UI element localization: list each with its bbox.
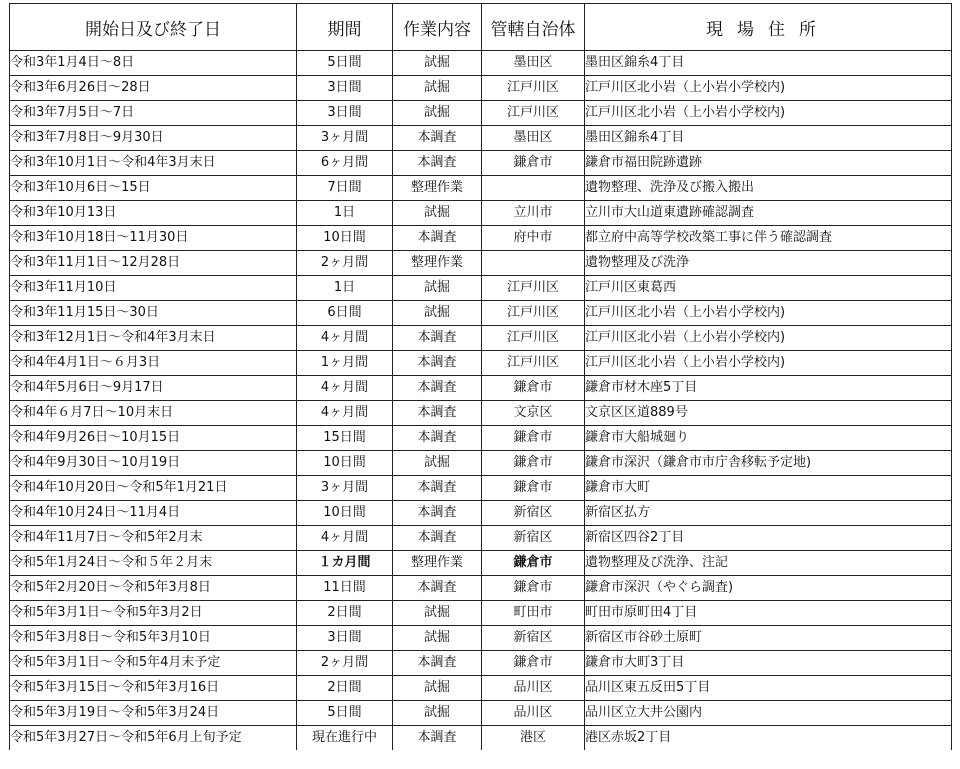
cell-date: 令和5年3月19日～令和5年3月24日 [10,701,297,726]
cell-period: 6日間 [297,301,393,326]
cell-period: 2ヶ月間 [297,651,393,676]
cell-municipality [482,251,585,276]
cell-site: 港区赤坂2丁目 [585,726,952,751]
cell-site: 都立府中高等学校改築工事に伴う確認調査 [585,226,952,251]
cell-site: 品川区立大井公園内 [585,701,952,726]
cell-period: 10日間 [297,501,393,526]
cell-site: 町田市原町田4丁目 [585,601,952,626]
cell-period: 1ヶ月間 [297,351,393,376]
header-municipality: 管轄自治体 [482,4,585,51]
table-row [10,426,952,451]
cell-date: 令和4年4月1日～６月3日 [10,351,297,376]
cell-date: 令和3年11月1日～12月28日 [10,251,297,276]
cell-work: 試掘 [393,601,482,626]
cell-site: 江戸川区北小岩（上小岩小学校内) [585,326,952,351]
cell-period: 10日間 [297,226,393,251]
cell-date: 令和4年9月26日～10月15日 [10,426,297,451]
cell-municipality: 鎌倉市 [482,376,585,401]
cell-period: 2日間 [297,601,393,626]
cell-date: 令和4年６月7日～10月末日 [10,401,297,426]
cell-municipality: 鎌倉市 [482,576,585,601]
cell-date: 令和3年11月10日 [10,276,297,301]
table-row [10,251,952,276]
cell-date: 令和4年10月20日～令和5年1月21日 [10,476,297,501]
table-row [10,676,952,701]
cell-period: 4ヶ月間 [297,376,393,401]
cell-site: 江戸川区北小岩（上小岩小学校内) [585,76,952,101]
cell-site: 新宿区四谷2丁目 [585,526,952,551]
cell-work: 試掘 [393,76,482,101]
table-row [10,351,952,376]
cell-work: 本調査 [393,501,482,526]
table-row [10,476,952,501]
cell-site: 遺物整理及び洗浄、注記 [585,551,952,576]
cell-site: 新宿区市谷砂土原町 [585,626,952,651]
cell-work: 試掘 [393,676,482,701]
cell-municipality: 江戸川区 [482,101,585,126]
table-row [10,376,952,401]
cell-date: 令和3年11月15日～30日 [10,301,297,326]
table-row [10,276,952,301]
cell-period: 15日間 [297,426,393,451]
cell-municipality: 鎌倉市 [482,551,585,576]
cell-municipality: 品川区 [482,701,585,726]
cell-date: 令和5年3月1日～令和5年4月末予定 [10,651,297,676]
cell-period: 2ヶ月間 [297,251,393,276]
table-row [10,126,952,151]
cell-work: 本調査 [393,351,482,376]
cell-work: 本調査 [393,726,482,751]
table-row [10,451,952,476]
cell-site: 鎌倉市深沢（やぐら調査) [585,576,952,601]
cell-municipality: 江戸川区 [482,76,585,101]
cell-site: 墨田区錦糸4丁目 [585,51,952,76]
table-body [10,51,952,751]
cell-period: 5日間 [297,701,393,726]
cell-site: 立川市大山道東遺跡確認調査 [585,201,952,226]
table-row [10,226,952,251]
cell-date: 令和3年1月4日～8日 [10,51,297,76]
cell-municipality: 墨田区 [482,126,585,151]
cell-period: 3日間 [297,76,393,101]
cell-site: 新宿区払方 [585,501,952,526]
cell-work: 試掘 [393,101,482,126]
cell-site: 江戸川区北小岩（上小岩小学校内) [585,101,952,126]
table-row [10,526,952,551]
cell-date: 令和3年12月1日～令和4年3月末日 [10,326,297,351]
header-period: 期間 [297,4,393,51]
cell-date: 令和3年6月26日～28日 [10,76,297,101]
cell-work: 試掘 [393,626,482,651]
cell-work: 本調査 [393,226,482,251]
cell-work: 試掘 [393,51,482,76]
cell-site: 鎌倉市大船城廻り [585,426,952,451]
cell-municipality: 鎌倉市 [482,476,585,501]
header-date: 開始日及び終了日 [10,4,297,51]
cell-work: 試掘 [393,201,482,226]
cell-municipality: 新宿区 [482,526,585,551]
cell-date: 令和3年10月13日 [10,201,297,226]
cell-site: 遺物整理、洗浄及び搬入搬出 [585,176,952,201]
cell-municipality: 鎌倉市 [482,151,585,176]
cell-period: １カ月間 [297,551,393,576]
cell-work: 試掘 [393,301,482,326]
table-row [10,401,952,426]
cell-work: 整理作業 [393,176,482,201]
cell-work: 本調査 [393,376,482,401]
cell-date: 令和4年11月7日～令和5年2月末 [10,526,297,551]
cell-date: 令和5年2月20日～令和5年3月8日 [10,576,297,601]
cell-municipality: 江戸川区 [482,351,585,376]
cell-date: 令和5年3月8日～令和5年3月10日 [10,626,297,651]
cell-date: 令和3年10月1日～令和4年3月末日 [10,151,297,176]
cell-site: 墨田区錦糸4丁目 [585,126,952,151]
table-header [10,4,952,51]
header-work: 作業内容 [393,4,482,51]
cell-site: 鎌倉市福田院跡遺跡 [585,151,952,176]
cell-municipality: 町田市 [482,601,585,626]
cell-date: 令和5年3月1日～令和5年3月2日 [10,601,297,626]
header-row [10,4,952,51]
cell-work: 試掘 [393,701,482,726]
cell-municipality: 江戸川区 [482,276,585,301]
table-row [10,201,952,226]
cell-period: 1日 [297,201,393,226]
cell-municipality: 新宿区 [482,501,585,526]
cell-work: 本調査 [393,401,482,426]
cell-site: 品川区東五反田5丁目 [585,676,952,701]
cell-site: 鎌倉市大町 [585,476,952,501]
cell-period: 6ヶ月間 [297,151,393,176]
cell-site: 江戸川区東葛西 [585,276,952,301]
cell-date: 令和3年7月5日～7日 [10,101,297,126]
table-row [10,576,952,601]
cell-date: 令和5年1月24日～令和５年２月末 [10,551,297,576]
cell-work: 試掘 [393,451,482,476]
excavation-schedule-table [9,3,952,750]
cell-site: 遺物整理及び洗浄 [585,251,952,276]
cell-date: 令和3年10月6日～15日 [10,176,297,201]
cell-period: 11日間 [297,576,393,601]
cell-date: 令和5年3月27日～令和5年6月上旬予定 [10,726,297,751]
cell-work: 試掘 [393,276,482,301]
table-row [10,626,952,651]
cell-municipality: 立川市 [482,201,585,226]
table-row [10,726,952,751]
cell-work: 本調査 [393,526,482,551]
cell-municipality: 鎌倉市 [482,451,585,476]
cell-period: 4ヶ月間 [297,526,393,551]
cell-municipality: 江戸川区 [482,326,585,351]
table-row [10,651,952,676]
cell-municipality: 港区 [482,726,585,751]
cell-date: 令和4年10月24日～11月4日 [10,501,297,526]
table-row [10,551,952,576]
cell-period: 3ヶ月間 [297,126,393,151]
cell-municipality: 府中市 [482,226,585,251]
table-row [10,701,952,726]
cell-municipality: 品川区 [482,676,585,701]
cell-date: 令和4年9月30日～10月19日 [10,451,297,476]
cell-municipality: 文京区 [482,401,585,426]
cell-period: 2日間 [297,676,393,701]
cell-period: 7日間 [297,176,393,201]
table-row [10,501,952,526]
cell-period: 3ヶ月間 [297,476,393,501]
cell-site: 文京区区道889号 [585,401,952,426]
cell-work: 整理作業 [393,251,482,276]
table-row [10,51,952,76]
cell-date: 令和3年10月18日～11月30日 [10,226,297,251]
cell-date: 令和4年5月6日～9月17日 [10,376,297,401]
cell-work: 本調査 [393,651,482,676]
cell-period: 1日 [297,276,393,301]
cell-municipality [482,176,585,201]
cell-period: 4ヶ月間 [297,326,393,351]
cell-municipality: 鎌倉市 [482,426,585,451]
cell-site: 鎌倉市材木座5丁目 [585,376,952,401]
cell-work: 本調査 [393,126,482,151]
table-row [10,301,952,326]
cell-date: 令和5年3月15日～令和5年3月16日 [10,676,297,701]
cell-municipality: 鎌倉市 [482,651,585,676]
cell-period: 3日間 [297,101,393,126]
cell-period: 4ヶ月間 [297,401,393,426]
cell-site: 鎌倉市大町3丁目 [585,651,952,676]
cell-site: 江戸川区北小岩（上小岩小学校内) [585,301,952,326]
cell-site: 鎌倉市深沢（鎌倉市市庁舎移転予定地) [585,451,952,476]
table-row [10,76,952,101]
table-row [10,151,952,176]
header-site: 現場住所 [585,4,952,51]
cell-work: 本調査 [393,426,482,451]
cell-period: 現在進行中 [297,726,393,751]
table-row [10,101,952,126]
cell-work: 整理作業 [393,551,482,576]
cell-date: 令和3年7月8日～9月30日 [10,126,297,151]
cell-period: 5日間 [297,51,393,76]
table-row [10,326,952,351]
cell-municipality: 江戸川区 [482,301,585,326]
cell-work: 本調査 [393,576,482,601]
cell-work: 本調査 [393,326,482,351]
cell-work: 本調査 [393,151,482,176]
table-row [10,601,952,626]
cell-period: 10日間 [297,451,393,476]
cell-work: 本調査 [393,476,482,501]
cell-municipality: 新宿区 [482,626,585,651]
table-row [10,176,952,201]
cell-municipality: 墨田区 [482,51,585,76]
cell-period: 3日間 [297,626,393,651]
cell-site: 江戸川区北小岩（上小岩小学校内) [585,351,952,376]
